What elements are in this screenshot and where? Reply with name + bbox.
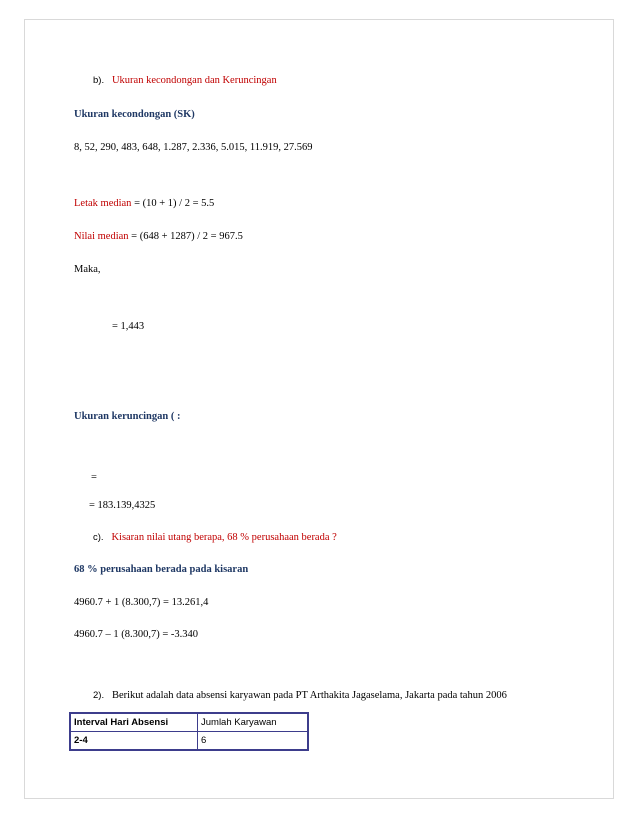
table-cell-interval: 2-4 [70, 732, 198, 751]
sk-values: 8, 52, 290, 483, 648, 1.287, 2.336, 5.015, 11.919, 27.569 [74, 142, 313, 153]
median-position-label: Letak median [74, 198, 132, 209]
kurtosis-result: = 183.139,4325 [89, 500, 156, 511]
absence-table [69, 712, 309, 751]
median-value-label: Nilai median [74, 231, 129, 242]
table-header-row [70, 713, 308, 732]
section-c-line [93, 531, 337, 544]
table-header-interval: Interval Hari Absensi [70, 713, 198, 732]
table-cell-count: 6 [198, 732, 309, 751]
section-b-line [93, 74, 277, 87]
section-2-marker: 2). [93, 690, 105, 701]
section-2-line [93, 689, 507, 702]
range-line-1: 4960.7 + 1 (8.300,7) = 13.261,4 [74, 597, 209, 608]
table-row [70, 732, 308, 751]
document-page [24, 19, 614, 799]
table-header-count: Jumlah Karyawan [198, 713, 309, 732]
kurtosis-heading: Ukuran keruncingan ( : [74, 411, 181, 422]
section-2-text: Berikut adalah data absensi karyawan pada PT Arthakita Jagaselama, Jakarta pada tahun 2006 [111, 690, 507, 701]
section-c-title: Kisaran nilai utang berapa, 68 % perusahaan berada ? [111, 532, 337, 543]
section-b-marker: b). [93, 75, 105, 86]
section-b-title: Ukuran kecondongan dan Keruncingan [111, 75, 277, 86]
median-value-formula: = (648 + 1287) / 2 = 967.5 [128, 231, 243, 242]
range-line-2: 4960.7 – 1 (8.300,7) = -3.340 [74, 629, 199, 640]
maka-text: Maka, [74, 264, 101, 275]
median-position-line [74, 197, 214, 210]
median-position-formula: = (10 + 1) / 2 = 5.5 [131, 198, 215, 209]
median-value-line [74, 230, 243, 243]
sk-result: = 1,443 [112, 321, 145, 332]
section-c-marker: c). [93, 532, 104, 543]
sk-heading: Ukuran kecondongan (SK) [74, 109, 195, 120]
kurtosis-equals: = [91, 472, 97, 483]
range-heading: 68 % perusahaan berada pada kisaran [74, 564, 249, 575]
